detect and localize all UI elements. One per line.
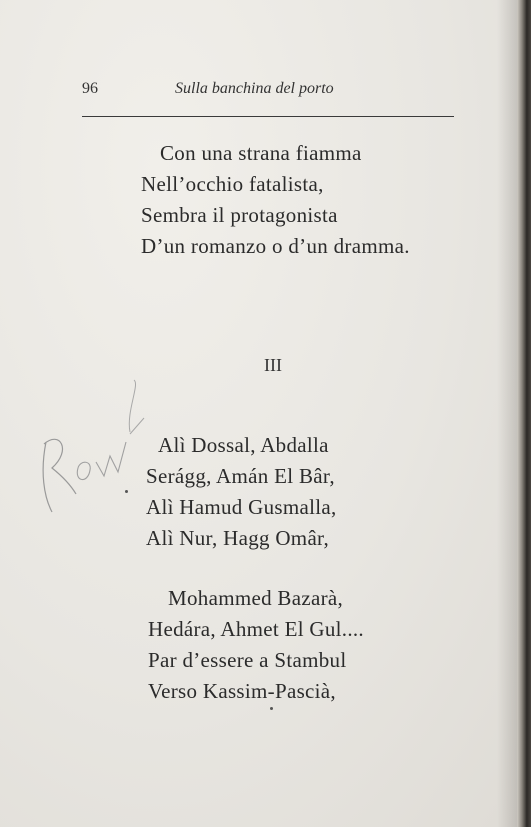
verse-line: Par d’essere a Stambul [148,648,347,672]
verse-line: Alì Hamud Gusmalla, [146,495,337,519]
verse-line: Mohammed Bazarà, [168,586,344,610]
verse-line: Alì Nur, Hagg Omâr, [146,526,330,550]
stanza-2 [146,430,337,554]
section-number: III [264,355,282,375]
page-header [82,80,454,102]
page-number: 96 [82,80,98,97]
verse-line: Nell’occhio fatalista, [141,172,324,196]
pencil-annotation-mark [30,372,160,522]
verse-line: Con una strana fiamma [160,141,362,165]
verse-line: D’un romanzo o d’un dramma. [141,234,410,258]
stanza-3 [148,583,364,707]
verse-line: Serágg, Amán El Bâr, [146,464,335,488]
header-rule [82,116,454,117]
ink-speck [125,490,128,493]
running-title: Sulla banchina del porto [175,80,334,97]
ink-speck [270,707,273,710]
verse-line: Verso Kassim-Pascià, [148,679,336,703]
verse-line: Alì Dossal, Abdalla [158,433,329,457]
book-binding-edge [517,0,531,827]
verse-line: Sembra il protagonista [141,203,338,227]
stanza-1 [141,138,410,262]
verse-line: Hedára, Ahmet El Gul.... [148,617,364,641]
